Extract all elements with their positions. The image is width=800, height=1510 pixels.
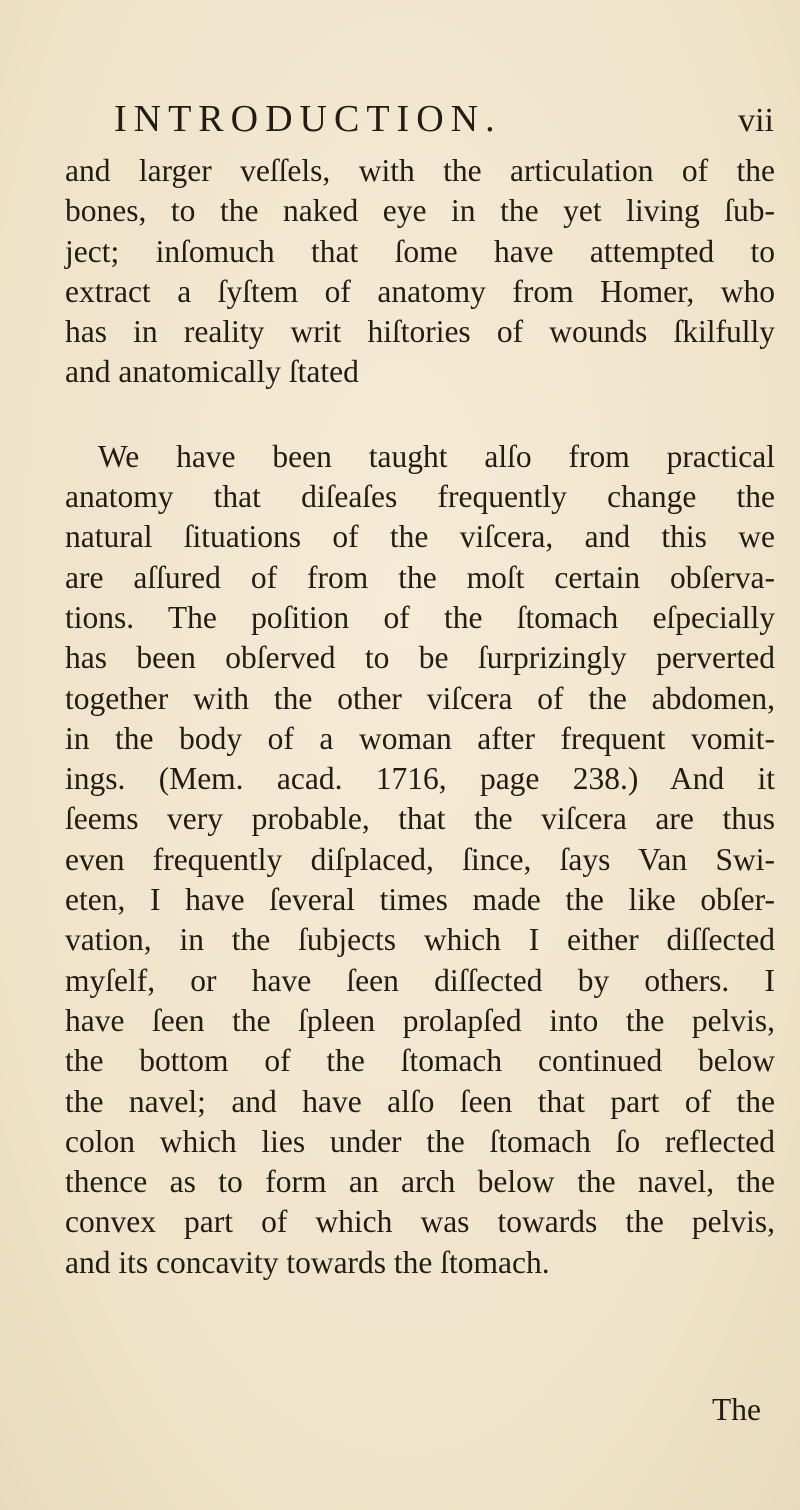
- text-line: natural ſituations of the viſcera, and this we: [65, 519, 775, 555]
- paragraph-gap: [65, 393, 775, 437]
- text-line: are aſſured of from the moſt certain obſerva-: [65, 559, 775, 595]
- text-line: myſelf, or have ſeen diſſected by others. I: [65, 962, 775, 998]
- page-header: [114, 94, 774, 144]
- text-line: ings. (Mem. acad. 1716, page 238.) And it: [65, 761, 775, 797]
- text-line: thence as to form an arch below the navel, the: [65, 1164, 775, 1200]
- text-line: anatomy that diſeaſes frequently change the: [65, 479, 775, 515]
- text-line: eten, I have ſeveral times made the like obſer-: [65, 882, 775, 918]
- text-line: and anatomically ſtated: [65, 354, 359, 390]
- catchword: The: [712, 1392, 761, 1427]
- text-line: the navel; and have alſo ſeen that part of the: [65, 1083, 775, 1119]
- text-line: and larger veſſels, with the articulation of the: [65, 153, 775, 188]
- text-line: has in reality writ hiſtories of wounds ſkilfully: [65, 314, 775, 350]
- text-line: colon which lies under the ſtomach ſo reflected: [65, 1123, 775, 1159]
- text-line: ſeems very probable, that the viſcera are thus: [65, 801, 775, 837]
- text-line: the bottom of the ſtomach continued below: [65, 1043, 775, 1079]
- text-line: even frequently diſplaced, ſince, ſays Van Swi-: [65, 841, 775, 877]
- body-text: [65, 151, 775, 1283]
- text-line: bones, to the naked eye in the yet living ſub-: [65, 193, 775, 229]
- page-number: vii: [738, 102, 774, 139]
- running-head: INTRODUCTION.: [114, 98, 502, 140]
- text-line: tions. The poſition of the ſtomach eſpecially: [65, 599, 775, 635]
- text-line: in the body of a woman after frequent vomit-: [65, 720, 775, 756]
- text-line: and its concavity towards the ſtomach.: [65, 1244, 550, 1280]
- text-line: extract a ſyſtem of anatomy from Homer, who: [65, 273, 775, 309]
- paragraph: [65, 151, 775, 393]
- text-line: together with the other viſcera of the abdomen,: [65, 680, 775, 716]
- text-line: vation, in the ſubjects which I either diſſected: [65, 922, 775, 958]
- paragraph: [65, 437, 775, 1283]
- text-line: We have been taught alſo from practical: [98, 438, 775, 474]
- text-line: has been obſerved to be ſurprizingly perverted: [65, 640, 775, 676]
- text-line: convex part of which was towards the pelvis,: [65, 1204, 775, 1240]
- text-line: have ſeen the ſpleen prolapſed into the pelvis,: [65, 1002, 775, 1038]
- text-line: ject; inſomuch that ſome have attempted to: [65, 233, 775, 269]
